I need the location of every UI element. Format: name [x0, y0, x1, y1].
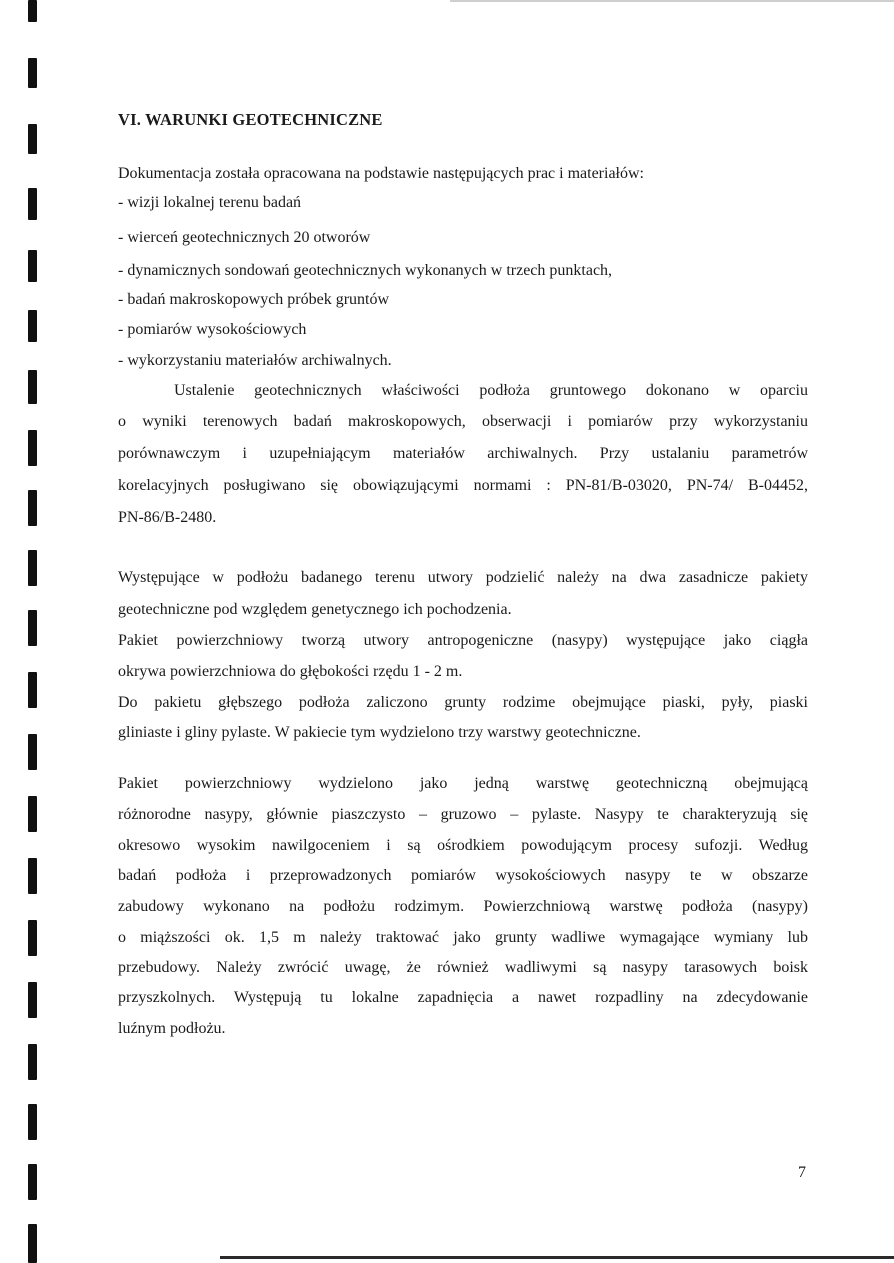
binding-hole	[28, 124, 37, 154]
scan-top-edge	[450, 0, 894, 2]
paragraph-line: korelacyjnych posługiwano się obowiązującymi normami : PN-81/B-03020, PN-74/ B-04452,	[118, 477, 808, 494]
intro-line: Dokumentacja została opracowana na podstawie następujących prac i materiałów:	[118, 165, 644, 182]
paragraph-line: okrywa powierzchniowa do głębokości rzędu 1 - 2 m.	[118, 663, 463, 680]
paragraph-line: gliniaste i gliny pylaste. W pakiecie tym wydzielono trzy warstwy geotechniczne.	[118, 724, 641, 741]
binding-hole	[28, 370, 37, 404]
list-item: - wykorzystaniu materiałów archiwalnych.	[118, 352, 392, 369]
binding-hole	[28, 1044, 37, 1080]
binding-hole	[28, 310, 37, 342]
binding-hole	[28, 58, 37, 88]
paragraph-line: Do pakietu głębszego podłoża zaliczono grunty rodzime obejmujące piaski, pyły, piaski	[118, 694, 808, 711]
paragraph-line: przyszkolnych. Występują tu lokalne zapadnięcia a nawet rozpadliny na zdecydowanie	[118, 989, 808, 1006]
page-number: 7	[798, 1164, 806, 1181]
binding-hole	[28, 734, 37, 770]
paragraph-line: porównawczym i uzupełniającym materiałów archiwalnych. Przy ustalaniu parametrów	[118, 445, 808, 462]
binding-hole	[28, 796, 37, 832]
paragraph-line: luźnym podłożu.	[118, 1020, 226, 1037]
list-item: - badań makroskopowych próbek gruntów	[118, 291, 390, 308]
binding-hole	[28, 490, 37, 526]
paragraph-line: zabudowy wykonano na podłożu rodzimym. Powierzchniową warstwę podłoża (nasypy)	[118, 898, 808, 915]
binding-hole	[28, 430, 37, 466]
binding-hole	[28, 1104, 37, 1140]
binding-hole	[28, 920, 37, 956]
paragraph-line: okresowo wysokim nawilgoceniem i są ośrodkiem powodującym procesy sufozji. Według	[118, 837, 808, 854]
paragraph-line: Ustalenie geotechnicznych właściwości podłoża gruntowego dokonano w oparciu	[174, 382, 808, 399]
binding-hole	[28, 1224, 37, 1263]
binding-hole	[28, 0, 37, 22]
binding-hole	[28, 858, 37, 894]
paragraph-line: Pakiet powierzchniowy wydzielono jako jedną warstwę geotechniczną obejmującą	[118, 775, 808, 792]
paragraph-line: geotechniczne pod względem genetycznego ich pochodzenia.	[118, 601, 512, 618]
binding-margin	[0, 0, 60, 1263]
binding-hole	[28, 610, 37, 646]
scan-bottom-edge	[220, 1256, 894, 1259]
binding-hole	[28, 550, 37, 586]
list-item: - wierceń geotechnicznych 20 otworów	[118, 229, 371, 246]
binding-hole	[28, 982, 37, 1018]
binding-hole	[28, 1164, 37, 1200]
paragraph-line: przebudowy. Należy zwrócić uwagę, że również wadliwymi są nasypy tarasowych boisk	[118, 959, 808, 976]
binding-hole	[28, 250, 37, 282]
paragraph-line: Pakiet powierzchniowy tworzą utwory antropogeniczne (nasypy) występujące jako ciągła	[118, 632, 808, 649]
paragraph-line: o wyniki terenowych badań makroskopowych, obserwacji i pomiarów przy wykorzystaniu	[118, 413, 808, 430]
binding-hole	[28, 188, 37, 220]
binding-hole	[28, 672, 37, 708]
list-item: - pomiarów wysokościowych	[118, 321, 307, 338]
paragraph-line: o miąższości ok. 1,5 m należy traktować jako grunty wadliwe wymagające wymiany lub	[118, 929, 808, 946]
paragraph-line: PN-86/B-2480.	[118, 509, 217, 526]
list-item: - wizji lokalnej terenu badań	[118, 194, 302, 211]
list-item: - dynamicznych sondowań geotechnicznych wykonanych w trzech punktach,	[118, 262, 613, 279]
paragraph-line: różnorodne nasypy, głównie piaszczysto – gruzowo – pylaste. Nasypy te charakteryzują się	[118, 806, 808, 823]
section-heading: VI. WARUNKI GEOTECHNICZNE	[118, 110, 383, 129]
paragraph-line: Występujące w podłożu badanego terenu utwory podzielić należy na dwa zasadnicze pakiety	[118, 569, 808, 586]
paragraph-line: badań podłoża i przeprowadzonych pomiarów wysokościowych nasypy te w obszarze	[118, 867, 808, 884]
